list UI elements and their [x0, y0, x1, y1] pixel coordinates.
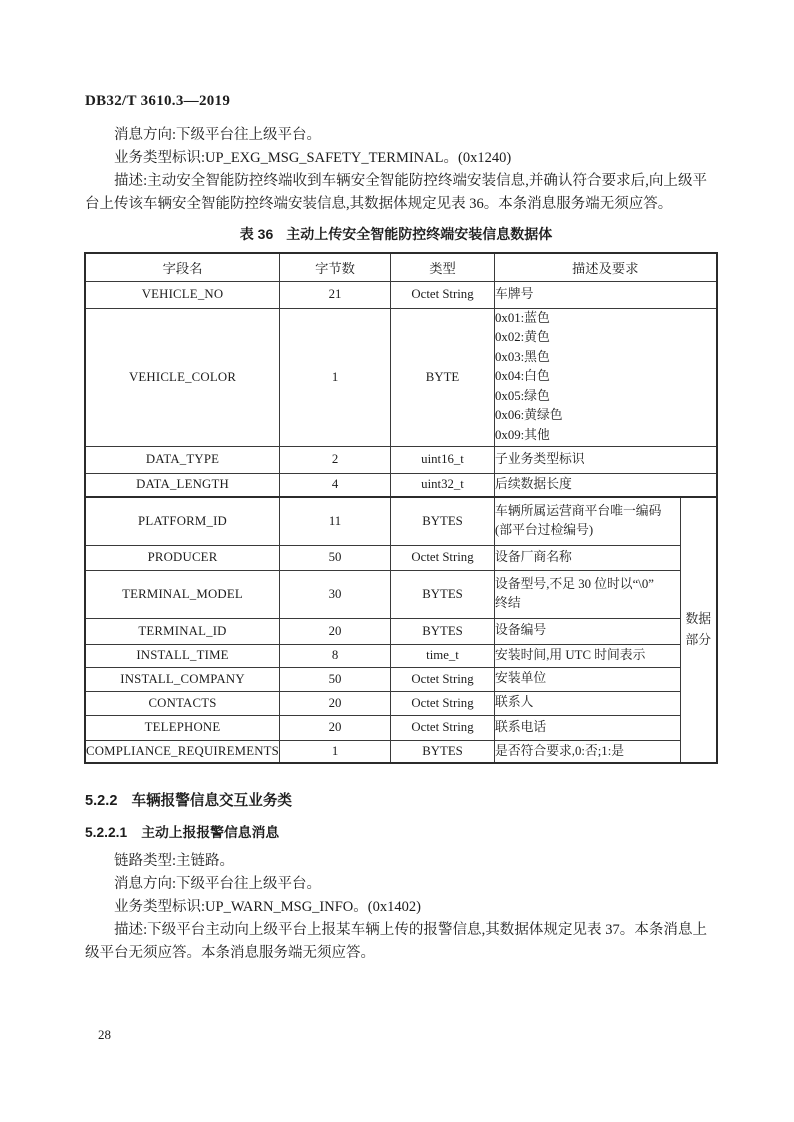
- type-cell: uint16_t: [391, 446, 495, 473]
- table-row: [85, 644, 717, 667]
- header-description: 描述及要求: [495, 253, 717, 281]
- paragraph-message-direction: 消息方向:下级平台往上级平台。: [114, 876, 322, 892]
- header-type: 类型: [391, 253, 495, 281]
- section-heading-5-2-2: [85, 789, 292, 810]
- description-line: 0x03:黑色: [495, 349, 550, 364]
- description-cell: [495, 281, 717, 308]
- description-cell: [495, 618, 681, 644]
- paragraph-message-direction: 消息方向:下级平台往上级平台。: [114, 127, 322, 143]
- description-line: 安装时间,用 UTC 时间表示: [495, 647, 646, 662]
- description-cell: [495, 497, 681, 545]
- description-line: 设备厂商名称: [495, 549, 572, 564]
- type-cell: Octet String: [391, 281, 495, 308]
- description-line: 后续数据长度: [495, 477, 572, 491]
- description-line: 联系电话: [495, 719, 547, 734]
- description-cell: [495, 473, 717, 497]
- paragraph-business-type: 业务类型标识:UP_EXG_MSG_SAFETY_TERMINAL。(0x1240): [114, 150, 512, 166]
- page-number: 28: [98, 1027, 111, 1042]
- field-name-cell: PLATFORM_ID: [85, 497, 280, 545]
- byte-count-cell: 20: [280, 691, 391, 715]
- description-line: 是否符合要求,0:否;1:是: [495, 743, 625, 758]
- table-row: [85, 618, 717, 644]
- doc-code: DB32/T 3610.3—2019: [85, 93, 231, 109]
- type-cell: BYTES: [391, 570, 495, 618]
- description-cell: [495, 570, 681, 618]
- description-line: 0x09:其他: [495, 427, 550, 442]
- type-cell: Octet String: [391, 667, 495, 691]
- byte-count-cell: 20: [280, 618, 391, 644]
- description-cell: [495, 715, 681, 740]
- field-name-cell: VEHICLE_COLOR: [85, 308, 280, 446]
- description-cell: [495, 691, 681, 715]
- spec-table: [84, 252, 718, 764]
- byte-count-cell: 8: [280, 644, 391, 667]
- paragraph-link-type: 链路类型:主链路。: [114, 853, 235, 869]
- type-cell: time_t: [391, 644, 495, 667]
- table-caption-label: 表 36: [239, 226, 274, 242]
- description-line: 0x05:绿色: [495, 388, 550, 403]
- field-name-cell: DATA_LENGTH: [85, 473, 280, 497]
- byte-count-cell: 21: [280, 281, 391, 308]
- description-line: 0x01:蓝色: [495, 310, 550, 325]
- field-name-cell: TERMINAL_ID: [85, 618, 280, 644]
- section-number: 5.2.2.1: [85, 825, 128, 840]
- description-line: 安装单位: [495, 671, 547, 686]
- section-number: 5.2.2: [85, 793, 118, 809]
- section-title: 车辆报警信息交互业务类: [131, 793, 293, 809]
- field-name-cell: PRODUCER: [85, 545, 280, 570]
- field-name-cell: TERMINAL_MODEL: [85, 570, 280, 618]
- section-paragraphs: [85, 850, 707, 965]
- description-line: 设备编号: [495, 623, 547, 638]
- type-cell: Octet String: [391, 715, 495, 740]
- field-name-cell: DATA_TYPE: [85, 446, 280, 473]
- byte-count-cell: 1: [280, 308, 391, 446]
- table-row: [85, 570, 717, 618]
- section-heading-5-2-2-1: [85, 821, 279, 841]
- spec-table-body: [85, 281, 717, 763]
- section-title: 主动上报报警信息消息: [141, 825, 280, 840]
- description-line: 联系人: [495, 695, 534, 710]
- byte-count-cell: 4: [280, 473, 391, 497]
- table-row: [85, 667, 717, 691]
- description-line: (部平台过检编号): [495, 523, 594, 538]
- description-cell: [495, 446, 717, 473]
- table-row: [85, 473, 717, 497]
- table-row: [85, 691, 717, 715]
- field-name-cell: COMPLIANCE_REQUIREMENTS: [85, 740, 280, 763]
- data-part-cell: [681, 497, 717, 763]
- table-row: [85, 715, 717, 740]
- byte-count-cell: 2: [280, 446, 391, 473]
- field-name-cell: INSTALL_COMPANY: [85, 667, 280, 691]
- field-name-cell: TELEPHONE: [85, 715, 280, 740]
- description-cell: [495, 308, 717, 446]
- description-cell: [495, 667, 681, 691]
- table-row: [85, 740, 717, 763]
- type-cell: Octet String: [391, 691, 495, 715]
- byte-count-cell: 1: [280, 740, 391, 763]
- table-row: [85, 446, 717, 473]
- description-line: 终结: [495, 596, 521, 610]
- table-row: [85, 281, 717, 308]
- type-cell: BYTES: [391, 740, 495, 763]
- byte-count-cell: 20: [280, 715, 391, 740]
- description-cell: [495, 545, 681, 570]
- byte-count-cell: 11: [280, 497, 391, 545]
- description-line: 0x06:黄绿色: [495, 408, 563, 423]
- byte-count-cell: 30: [280, 570, 391, 618]
- description-line: 车牌号: [495, 286, 534, 301]
- description-line: 0x04:白色: [495, 369, 550, 384]
- byte-count-cell: 50: [280, 667, 391, 691]
- field-name-cell: CONTACTS: [85, 691, 280, 715]
- type-cell: uint32_t: [391, 473, 495, 497]
- paragraph-description: 描述:主动安全智能防控终端收到车辆安全智能防控终端安装信息,并确认符合要求后,向上级平台上传该车辆安全智能防控终端安装信息,其数据体规定见表 36。本条消息服务端无须应答。: [85, 173, 707, 212]
- data-part-label-line: 数据: [685, 612, 712, 626]
- data-part-label-line: 部分: [685, 633, 712, 647]
- table-caption-text: 主动上传安全智能防控终端安装信息数据体: [286, 226, 553, 242]
- type-cell: BYTES: [391, 497, 495, 545]
- table-row: [85, 497, 717, 545]
- description-cell: [495, 644, 681, 667]
- field-name-cell: INSTALL_TIME: [85, 644, 280, 667]
- header-byte-count: 字节数: [280, 253, 391, 281]
- table-row: [85, 308, 717, 446]
- description-line: 设备型号,不足 30 位时以“\0”: [495, 576, 654, 591]
- description-cell: [495, 740, 681, 763]
- header-field-name: 字段名: [85, 253, 280, 281]
- table-row: [85, 545, 717, 570]
- description-line: 子业务类型标识: [495, 451, 585, 466]
- description-line: 0x02:黄色: [495, 330, 550, 345]
- table-header-row: [85, 253, 717, 281]
- paragraph-description: 描述:下级平台主动向上级平台上报某车辆上传的报警信息,其数据体规定见表 37。本条消息上级平台无须应答。本条消息服务端无须应答。: [85, 922, 707, 961]
- type-cell: BYTE: [391, 308, 495, 446]
- field-name-cell: VEHICLE_NO: [85, 281, 280, 308]
- type-cell: BYTES: [391, 618, 495, 644]
- type-cell: Octet String: [391, 545, 495, 570]
- description-line: 车辆所属运营商平台唯一编码: [495, 503, 662, 518]
- paragraph-business-type: 业务类型标识:UP_WARN_MSG_INFO。(0x1402): [114, 899, 421, 915]
- byte-count-cell: 50: [280, 545, 391, 570]
- table-caption: [85, 224, 707, 244]
- intro-paragraphs: [85, 124, 707, 216]
